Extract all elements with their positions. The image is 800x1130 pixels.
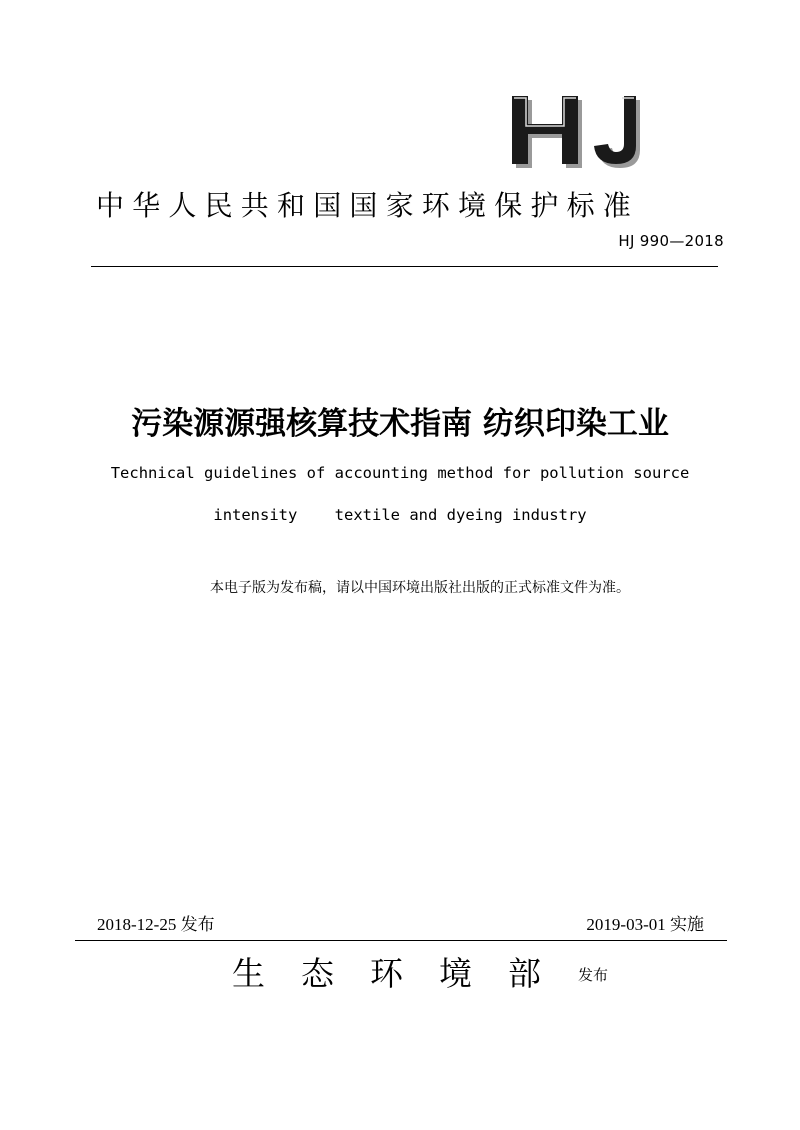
header-divider [91,266,718,267]
issue-date: 2018-12-25 发布 [97,915,215,934]
hj-logo-letter-h [512,96,582,168]
hj-logo-letter-j [594,96,640,168]
document-title-english-line1: Technical guidelines of accounting method for pollution source [110,464,690,482]
hj-logo [512,96,652,176]
document-title-english-line2: intensity textile and dyeing industry [213,506,587,524]
footer-divider [75,940,727,941]
standard-category-title: 中华人民共和国国家环境保护标准 [96,189,640,222]
issuing-authority-suffix: 发布 [578,966,609,984]
implementation-date: 2019-03-01 实施 [586,915,704,934]
document-title-chinese: 污染源源强核算技术指南 纺织印染工业 [131,406,669,442]
issuing-authority: 生态环境部 [232,954,577,993]
standard-code: HJ 990—2018 [618,232,724,250]
electronic-version-note: 本电子版为发布稿，请以中国环境出版社出版的正式标准文件为准。 [210,580,630,596]
